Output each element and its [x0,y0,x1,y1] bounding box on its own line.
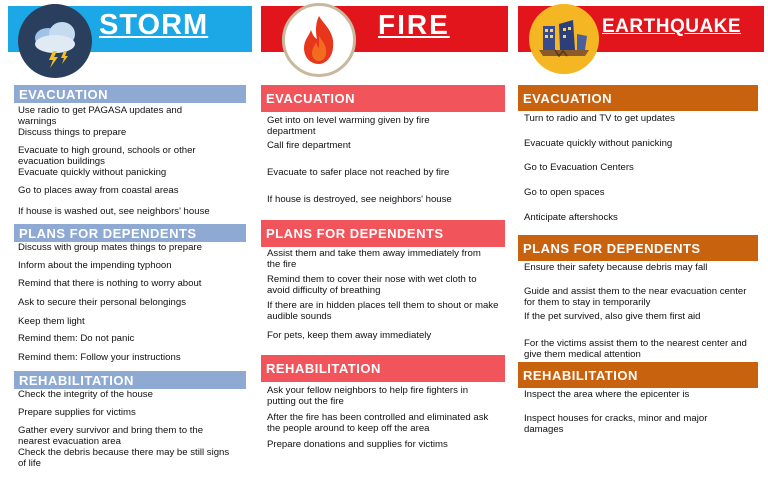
list-item: Check the integrity of the house [18,389,153,400]
storm-plans-heading: PLANS FOR DEPENDENTS [14,224,246,242]
list-item: Inspect houses for cracks, minor and major damages [524,413,708,435]
fire-icon-circle [282,3,356,77]
list-item: Go to Evacuation Centers [524,162,634,173]
list-item: Go to open spaces [524,187,605,198]
list-item: Evacuate quickly without panicking [524,138,673,149]
list-item: Discuss things to prepare [18,127,127,138]
list-item: Discuss with group mates things to prepare [18,242,202,253]
list-item: Go to places away from coastal areas [18,185,179,196]
list-item: After the fire has been controlled and eliminated ask the people around to keep off the area [267,412,489,434]
storm-column [0,0,256,503]
fire-plans-heading: PLANS FOR DEPENDENTS [261,220,505,247]
collapsing-buildings-icon [529,4,599,74]
fire-title: FIRE [378,9,450,40]
list-item: Evacuate to high ground, schools or other evacuation buildings [18,145,196,167]
earthquake-title: EARTHQUAKE [602,16,742,37]
earthquake-plans-heading: PLANS FOR DEPENDENTS [518,235,758,261]
list-item: Ask your fellow neighbors to help fire fighters in putting out the fire [267,385,469,407]
fire-column [256,0,512,503]
list-item: Anticipate aftershocks [524,212,618,223]
list-item: Get into on level warming given by fire department [267,115,430,137]
list-item: Prepare supplies for victims [18,407,136,418]
list-item: Gather every survivor and bring them to the nearest evacuation area [18,425,204,447]
list-item: Evacuate quickly without panicking [18,167,167,178]
storm-cloud-icon [18,4,92,78]
list-item: Turn to radio and TV to get updates [524,113,675,124]
storm-title: STORM [99,9,209,41]
list-item: Check the debris because there may be still signs of life [18,447,230,469]
list-item: Call fire department [267,140,351,151]
list-item: If house is destroyed, see neighbors' house [267,194,452,205]
list-item: Ask to secure their personal belongings [18,297,186,308]
list-item: Use radio to get PAGASA updates and warnings [18,105,183,127]
earthquake-evacuation-heading: EVACUATION [518,85,758,111]
list-item: Remind them: Do not panic [18,333,135,344]
earthquake-rehab-heading: REHABILITATION [518,362,758,388]
list-item: Inspect the area where the epicenter is [524,389,690,400]
list-item: If house is washed out, see neighbors' house [18,206,210,217]
storm-evacuation-heading: EVACUATION [14,85,246,103]
list-item: Ensure their safety because debris may fall [524,262,708,273]
list-item: Evacuate to safer place not reached by fire [267,167,450,178]
storm-icon-circle [18,4,92,78]
list-item: Remind them to cover their nose with wet cloth to avoid difficulty of breathing [267,274,477,296]
fire-evacuation-heading: EVACUATION [261,85,505,112]
list-item: For pets, keep them away immediately [267,330,432,341]
list-item: For the victims assist them to the nearest center and give them medical attention [524,338,747,360]
storm-rehab-heading: REHABILITATION [14,371,246,389]
earthquake-column [512,0,768,503]
fire-rehab-heading: REHABILITATION [261,355,505,382]
list-item: Keep them light [18,316,85,327]
earthquake-icon-circle [529,4,599,74]
list-item: Prepare donations and supplies for victims [267,439,448,450]
list-item: If there are in hidden places tell them to shout or make audible sounds [267,300,499,322]
list-item: Inform about the impending typhoon [18,260,172,271]
list-item: Remind them: Follow your instructions [18,352,181,363]
flame-icon [285,6,353,74]
list-item: Guide and assist them to the near evacuation center for them to stay in temporarily [524,286,747,308]
list-item: Remind that there is nothing to worry about [18,278,202,289]
list-item: Assist them and take them away immediately from the fire [267,248,481,270]
list-item: If the pet survived, also give them first aid [524,311,701,322]
